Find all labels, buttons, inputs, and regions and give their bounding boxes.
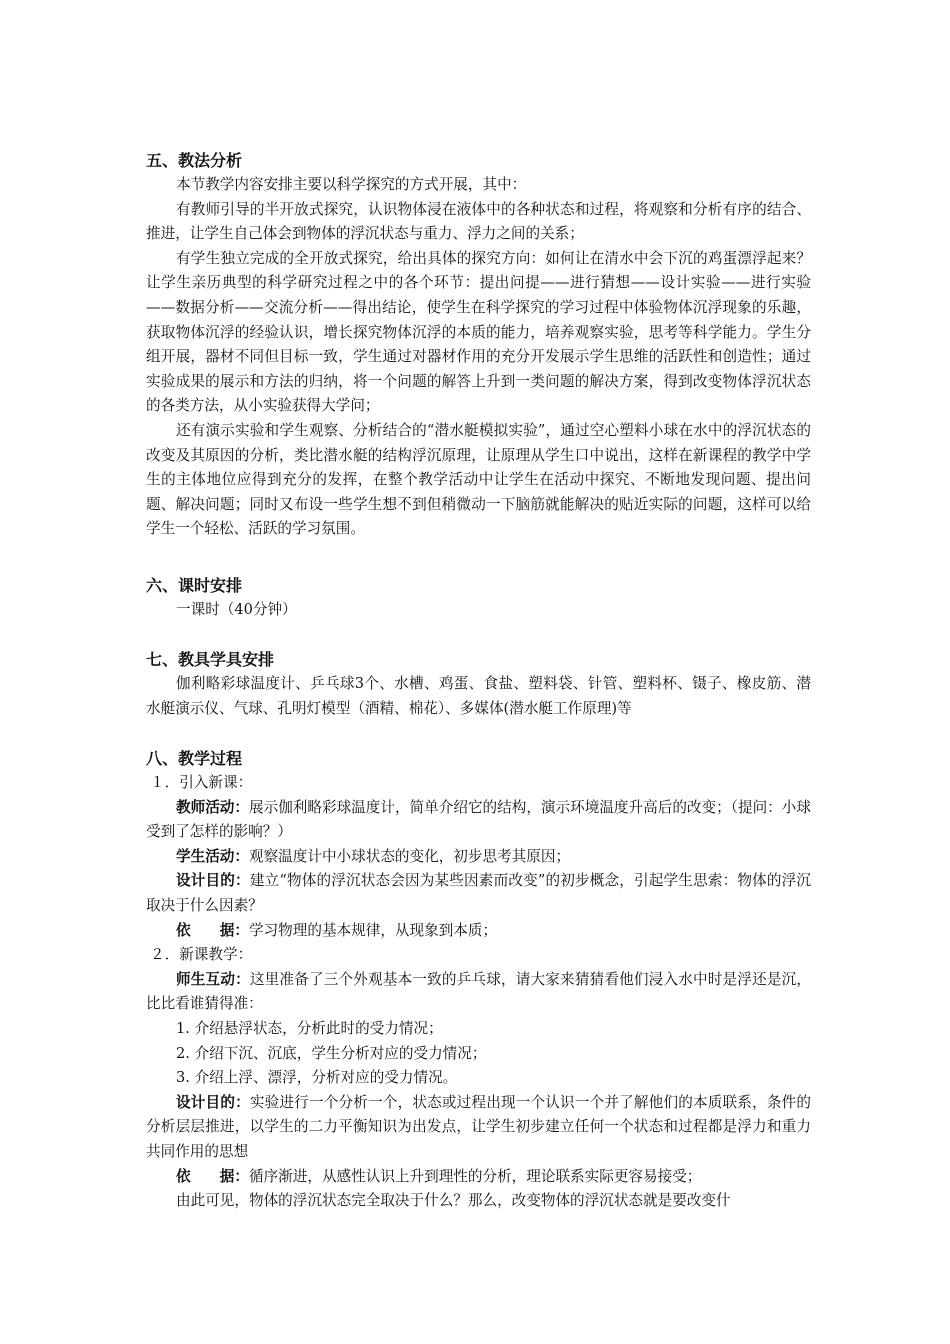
list-item: 2. 介绍下沉、沉底，学生分析对应的受力情况； [176,1044,487,1062]
paragraph: 伽利略彩球温度计、乒乓球3个、水槽、鸡蛋、食盐、塑料袋、针管、塑料杯、镊子、橡皮筋、潜水艇演示仪、气球、孔明灯模型（酒精、棉花）、多媒体(潜水艇工作原理)等 [146,675,811,717]
step-heading: ２．新课教学： [150,946,253,964]
paragraph: 还有演示实验和学生观察、分析结合的“潜水艇模拟实验”，通过空心塑料小球在水中的浮沉状态的改变及其原因的分析，类比潜水艇的结构浮沉原理，让原理从学生口中说出，这样在新课程的教学中学生的主体地位应得到充分的发挥，在整个教学活动中让学生在活动中探究、不断地发现问题、提出问题、解决问题；同时又布设一些学生想不到但稍微动一下脑筋就能解决的贴近实际的问题，这样可以给学生一个轻松、活跃的学习氛围。 [146,421,811,538]
paragraph: 有教师引导的半开放式探究，认识物体浸在液体中的各种状态和过程，将观察和分析有序的结合、推进，让学生自己体会到物体的浮沉状态与重力、浮力之间的关系； [146,200,811,243]
label-student: 学生活动： [176,847,249,865]
section-class-hours [146,574,811,623]
text-design: 建立“物体的浮沉状态会因为某些因素而改变”的初步概念，引起学生思索：物体的浮沉取决于什么因素？ [146,872,811,914]
paragraph [146,845,811,870]
label-basis: 依 据： [176,1167,249,1185]
text-basis: 学习物理的基本规律，从现象到本质； [248,921,498,939]
list-item: 1. 介绍悬浮状态，分析此时的受力情况； [176,1019,443,1037]
paragraph: 本节教学内容安排主要以科学探究的方式开展，其中： [176,176,527,193]
section-title: 八、教学过程 [146,749,243,768]
paragraph [146,968,811,1017]
step-heading: １．引入新课： [150,774,253,791]
paragraph: 有学生独立完成的全开放式探究，给出具体的探究方向：如何让在清水中会下沉的鸡蛋漂浮起来？让学生亲历典型的科学研究过程之中的各个环节：提出问提——进行猜想——设计实验——进行实验——数据分析——交流分析——得出结论，使学生在科学探究的学习过程中体验物体沉浮现象的乐趣，获取物体沉浮的经验认识，增长探究物体沉浮的本质的能力，培养观察实验，思考等科学能力。学生分组开展，器材不同但目标一致，学生通过对器材作用的充分开发展示学生思维的活跃性和创造性；通过实验成果的展示和方法的归纳，将一个问题的解答上升到一类问题的解决方案，得到改变物体浮沉状态的各类方法，从小实验获得大学问； [146,249,811,415]
section-title: 六、课时安排 [146,576,243,595]
paragraph [146,919,811,944]
label-design: 设计目的： [176,872,250,890]
paragraph [146,869,811,918]
paragraph [146,796,811,845]
section-teaching-aids [146,648,811,721]
label-basis: 依 据： [176,921,249,939]
paragraph: 由此可见，物体的浮沉状态完全取决于什么？那么，改变物体的浮沉状态就是要改变什 [176,1192,731,1210]
section-teaching-methods [146,149,811,542]
label-interaction: 师生互动： [176,970,250,988]
paragraph [146,1091,811,1165]
paragraph: 一课时（40分钟） [176,601,297,618]
label-teacher: 教师活动： [176,798,249,816]
section-teaching-process [146,747,811,1214]
paragraph [146,1165,811,1190]
section-title: 五、教法分析 [146,151,243,170]
label-design: 设计目的： [176,1093,250,1111]
text-basis: 循序渐进，从感性认识上升到理性的分析，理论联系实际更容易接受； [248,1167,702,1185]
text-interaction: 这里准备了三个外观基本一致的乒乓球，请大家来猜猜看他们浸入水中时是浮还是沉，比比看谁猜得准： [146,970,811,1013]
text-student: 观察温度计中小球状态的变化，初步思考其原因； [248,847,571,865]
text-teacher: 展示伽利略彩球温度计，简单介绍它的结构，演示环境温度升高后的改变；（提问：小球受到了怎样的影响？） [146,798,811,841]
section-title: 七、教具学具安排 [146,650,275,669]
list-item: 3. 介绍上浮、漂浮，分析对应的受力情况。 [176,1069,458,1087]
text-design: 实验进行一个分析一个，状态或过程出现一个认识一个并了解他们的本质联系，条件的分析层层推进，以学生的二力平衡知识为出发点，让学生初步建立任何一个状态和过程都是浮力和重力共同作用的思想 [146,1093,811,1160]
